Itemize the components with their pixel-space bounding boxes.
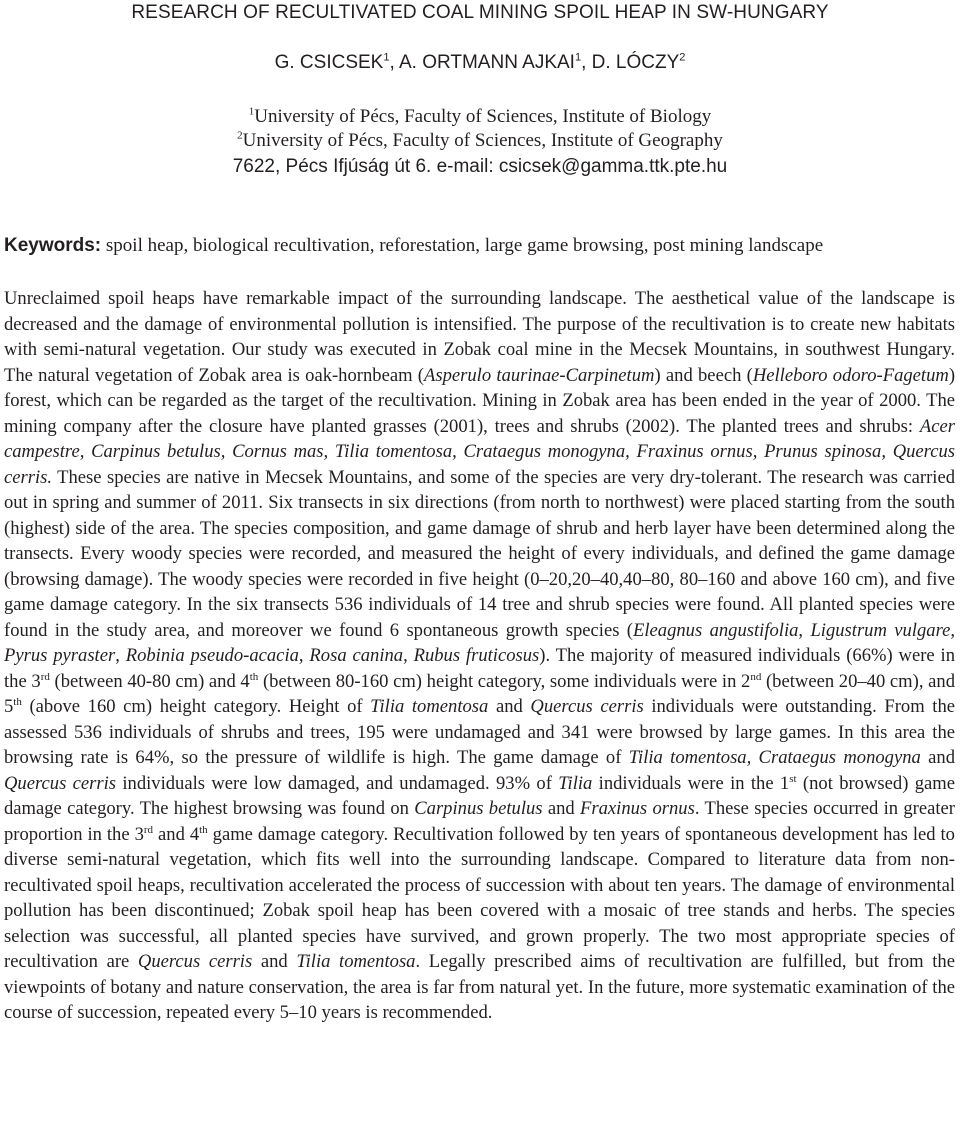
abstract-text-run: and 4 [153, 823, 200, 845]
author-name: G. CSICSEK [274, 52, 384, 73]
abstract-text-run: Unreclaimed spoil heaps have remarkable impact of the surrounding landscape. The aesthetical value of the landscape is decreased and the damage of environmental pollution is intensified. The purpose of the recultivation is to create new habitats with semi-natural vegetation. Our study was executed in Zobak coal mine in the Mecsek Mountains, in southwest Hungary. The natural vegetation of Zobak area is oak-hornbeam ( [4, 288, 955, 386]
abstract-text-run: ). The majority of measured individuals (66%) were in the 3 [4, 645, 956, 692]
abstract-text-run: These species are native in Mecsek Mountains, and some of the species are very dry-tolerant. The research was carried out in spring and summer of 2011. Six transects in six directions (from north to northwest) were placed starting from the south (highest) side of the area. The species composition, and game damage of shrub and herb layer have been determined along the transects. Every woody species were recorded, and measured the height of every individuals, and defined the game damage (browsing damage). The woody species were recorded in five height (0–20,20–40,40–80, 80–160 and above 160 cm), and five game damage category. In the six transects 536 individuals of 14 tree and shrub species were found. All planted species were found in the study area, and moreover we found 6 spontaneous growth species ( [4, 466, 955, 641]
abstract-text-run: , [798, 619, 811, 641]
ordinal-suffix: rd [143, 823, 154, 836]
abstract-paragraph [4, 286, 955, 1026]
abstract-text-run: , [403, 645, 414, 666]
author-affiliation-mark: 1 [574, 51, 582, 64]
abstract-text-run: (above 160 cm) height category. Height of [21, 696, 371, 717]
affiliation-text: University of Pécs, Faculty of Sciences, Institute of Geography [242, 130, 723, 151]
species-name-italic: Tilia tomentosa [296, 951, 416, 972]
species-name-italic: Robinia pseudo-acacia [125, 645, 299, 666]
species-name-italic: Helleboro odoro-Fagetum [752, 364, 949, 386]
affiliation-geography [0, 130, 960, 152]
ordinal-suffix: st [789, 772, 797, 785]
abstract-text-run: . Legally prescribed aims of recultivation are fulfilled, but from the viewpoints of botany and nature conservation, the area is far from natural yet. In the future, more systematic examination of the course of succession, repeated every 5–10 years is recommended. [4, 951, 955, 1023]
abstract-text-run: ) and beech ( [654, 364, 753, 386]
affiliation-text: University of Pécs, Faculty of Sciences, Institute of Biology [254, 106, 712, 127]
abstract-text-run: game damage category. Recultivation followed by ten years of spontaneous development has led to diverse semi-natural vegetation, which fits well into the surrounding landscape. Compared to literature data from non-recultivated spoil heaps, recultivation accelerated the process of succession with about ten years. The damage of environmental pollution has been discontinued; Zobak spoil heap has been covered with a mosaic of tree stands and herbs. The species selection was successful, all planted species have survived, and grown properly. The two most appropriate species of recultivation are [4, 823, 955, 972]
abstract-text-run: individuals were in the 1 [592, 772, 790, 794]
species-name-italic: Ligustrum vulgare, Pyrus pyraster [4, 619, 956, 666]
abstract-text-run: individuals were outstanding. From the assessed 536 individuals of shrubs and trees, 195 were undamaged and 341 were browsed by large games. In this area the browsing rate is 64%, so the pressure of wildlife is high. The game damage of [4, 696, 955, 768]
ordinal-suffix: rd [40, 670, 50, 683]
abstract-text-run: and [920, 747, 955, 768]
affiliation-mark: 2 [237, 129, 243, 142]
species-name-italic: Quercus cerris [137, 951, 253, 972]
abstract-text-run: and [252, 951, 297, 972]
paper-title: RESEARCH OF RECULTIVATED COAL MINING SPOIL HEAP IN SW-HUNGARY [131, 2, 829, 23]
keywords-line [4, 233, 956, 259]
author-affiliation-mark: 2 [679, 51, 686, 64]
species-name-italic: Rubus fruticosus [413, 645, 540, 666]
author-separator: , [581, 52, 592, 73]
abstract-text-run: . These species occurred in greater proportion in the 3 [4, 798, 955, 845]
abstract-text-run: , [298, 645, 310, 666]
species-name-italic: Tilia tomentosa [370, 696, 489, 717]
author-name: A. ORTMANN AJKAI [398, 52, 575, 73]
ordinal-suffix: th [199, 823, 208, 836]
species-name-italic: Rosa canina [309, 645, 404, 666]
species-name-italic: Tilia [558, 772, 593, 794]
author-separator: , [389, 52, 399, 73]
abstract-text-run: individuals were low damaged, and undamaged. 93% of [116, 772, 559, 794]
abstract-text-run: (between 20–40 cm), and 5 [4, 670, 955, 717]
species-name-italic: Tilia tomentosa, Crataegus monogyna [628, 747, 921, 768]
abstract-text-run: (between 40-80 cm) and 4 [49, 670, 250, 692]
keywords-text: spoil heap, biological recultivation, reforestation, large game browsing, post mining landscape [101, 235, 824, 256]
keywords-label: Keywords: [4, 235, 102, 256]
author-line [0, 52, 960, 74]
ordinal-suffix: th [13, 695, 22, 708]
species-name-italic: Quercus cerris [530, 696, 644, 717]
affiliation-biology [0, 106, 960, 128]
abstract-text-run: (not browsed) game damage category. The highest browsing was found on [4, 772, 955, 819]
abstract-text-run: and [542, 798, 581, 819]
abstract-text-run: , [115, 645, 126, 666]
abstract-text-run: (between 80-160 cm) height category, some individuals were in 2 [258, 670, 751, 692]
abstract-text-run: ) forest, which can be regarded as the target of the recultivation. Mining in Zobak area has been ended in the year of 2000. The mining company after the closure have planted grasses (2001), trees and shrubs (2002). The planted trees and shrubs: [4, 364, 956, 437]
species-name-italic: Acer campestre, Carpinus betulus, Cornus mas, Tilia tomentosa, Crataegus monogyna, Fraxinus ornus, Prunus spinosa, Quercus cerris. [4, 415, 955, 488]
affiliation-mark: 1 [248, 105, 255, 118]
ordinal-suffix: th [249, 670, 259, 683]
abstract-text-run: and [488, 696, 531, 717]
author-affiliation-mark: 1 [383, 51, 390, 64]
author-name: D. LÓCZY [591, 52, 680, 73]
species-name-italic: Asperulo taurinae-Carpinetum [424, 364, 655, 386]
species-name-italic: Fraxinus ornus [580, 798, 695, 819]
postal-address-email: 7622, Pécs Ifjúság út 6. e-mail: csicsek@gamma.ttk.pte.hu [232, 156, 728, 177]
species-name-italic: Eleagnus angustifolia [633, 619, 799, 641]
species-name-italic: Quercus cerris [4, 772, 117, 794]
species-name-italic: Carpinus betulus [414, 798, 543, 819]
ordinal-suffix: nd [750, 670, 762, 683]
